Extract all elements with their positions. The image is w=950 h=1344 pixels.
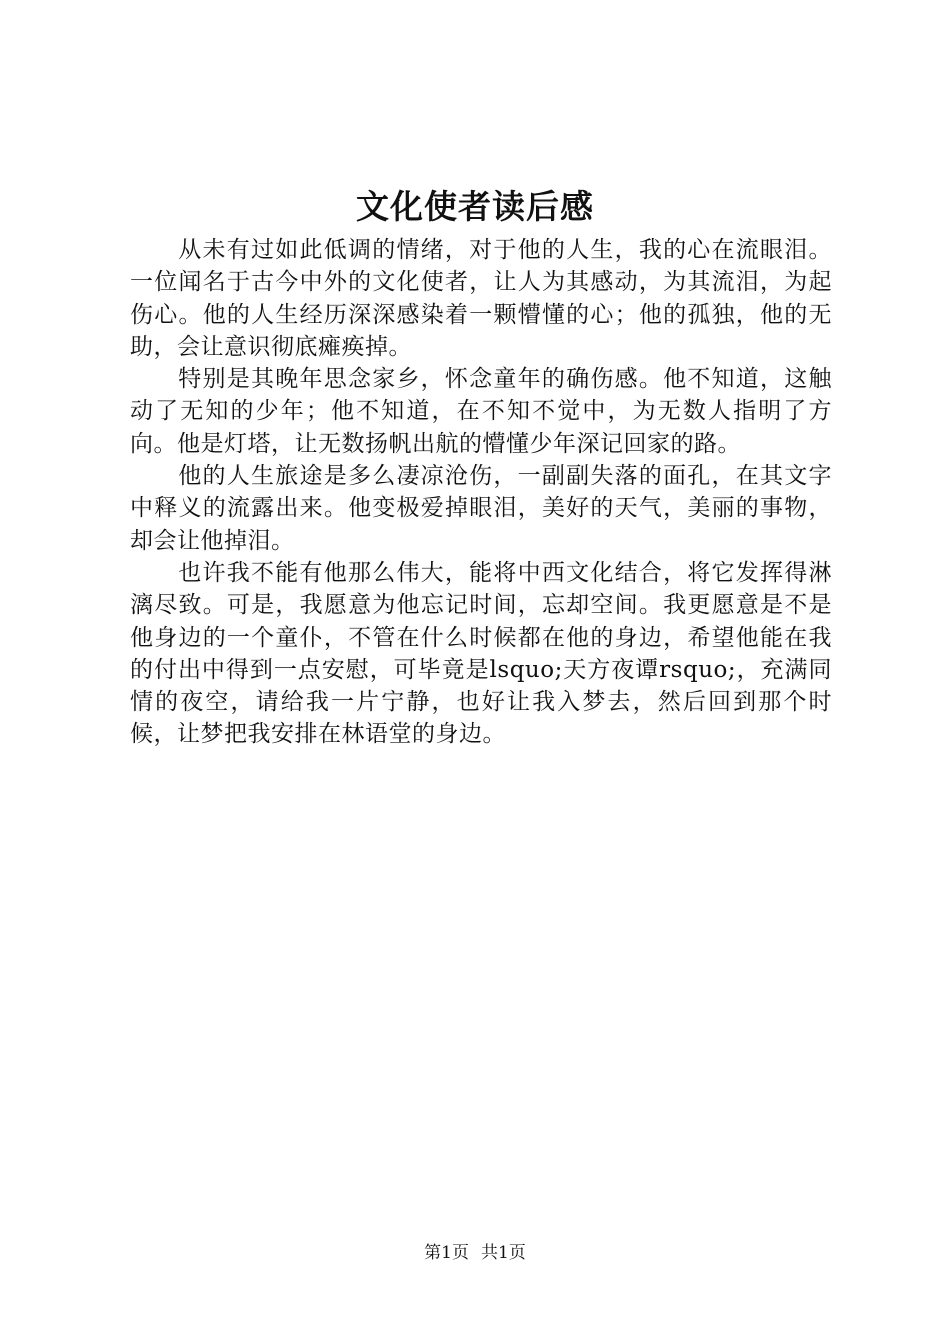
paragraph-4: 也许我不能有他那么伟大，能将中西文化结合，将它发挥得淋漓尽致。可是，我愿意为他忘记时间，忘却空间。我更愿意是不是他身边的一个童仆，不管在什么时候都在他的身边，希望他能在我的付出中得到一点安慰，可毕竟是lsquo;天方夜谭rsquo;，充满同情的夜空，请给我一片宁静，也好让我入梦去，然后回到那个时候，让梦把我安排在林语堂的身边。 [130,559,832,748]
paragraph-1: 从未有过如此低调的情绪，对于他的人生，我的心在流眼泪。一位闻名于古今中外的文化使者，让人为其感动，为其流泪，为起伤心。他的人生经历深深感染着一颗懵懂的心；他的孤独，他的无助，会让意识彻底瘫痪掉。 [130,237,832,360]
page-total: 共1页 [481,1243,526,1263]
page-footer [0,1241,950,1265]
paragraph-2: 特别是其晚年思念家乡，怀念童年的确伤感。他不知道，这触动了无知的少年；他不知道，在不知不觉中，为无数人指明了方向。他是灯塔，让无数扬帆出航的懵懂少年深记回家的路。 [130,366,832,457]
page-number: 第1页 [424,1243,469,1263]
document-body [130,234,832,751]
paragraph-3: 他的人生旅途是多么凄凉沧伤，一副副失落的面孔，在其文字中释义的流露出来。他变极爱掉眼泪，美好的天气，美丽的事物，却会让他掉泪。 [130,463,832,554]
document-title: 文化使者读后感 [356,187,594,226]
